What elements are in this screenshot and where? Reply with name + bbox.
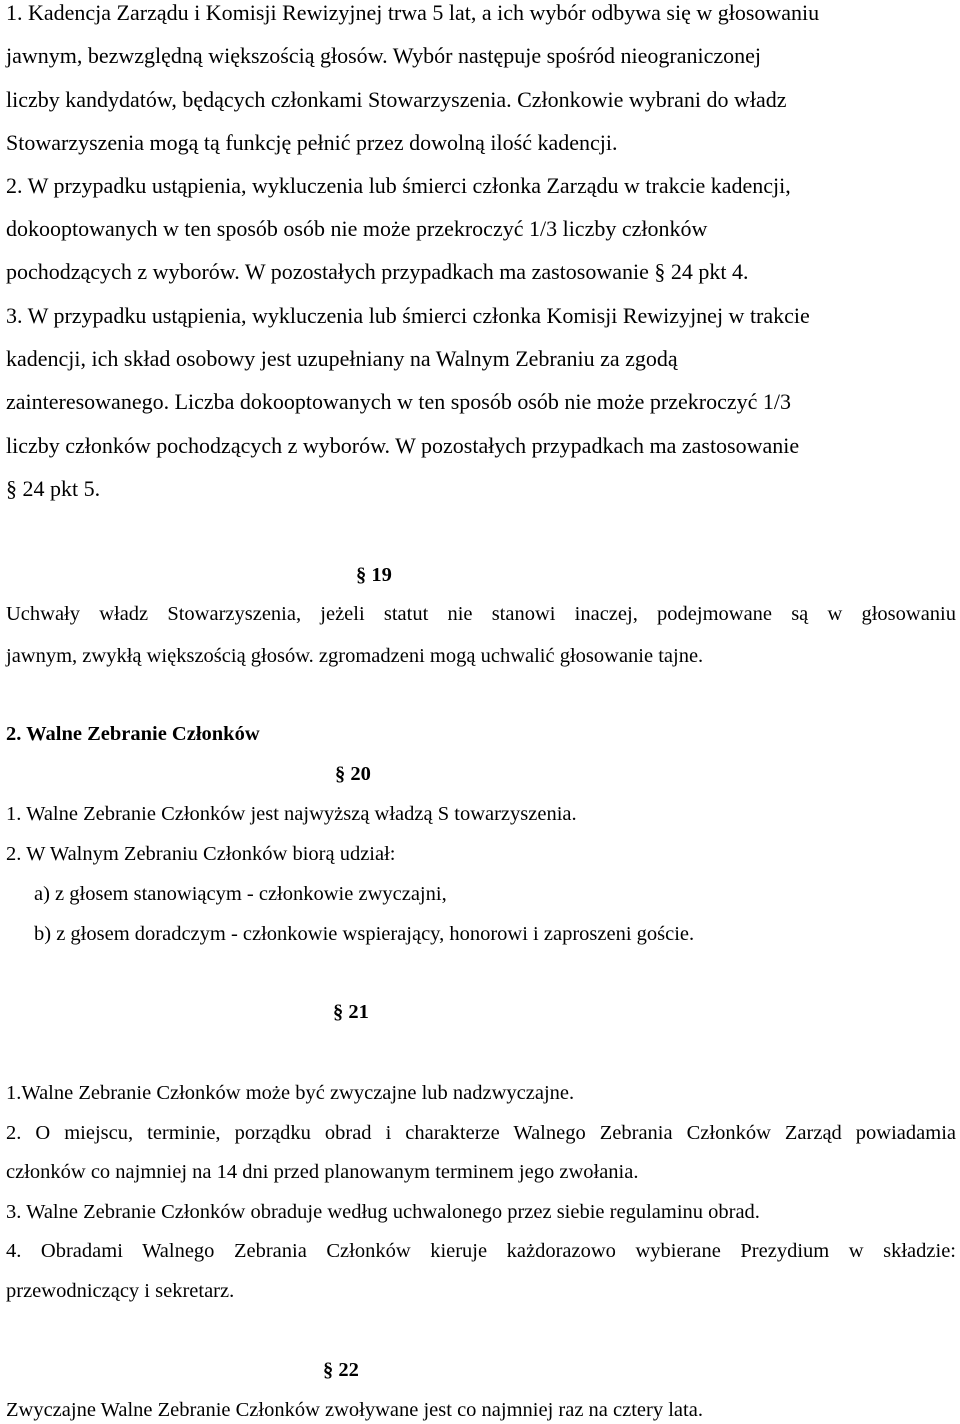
text-line: Stowarzyszenia mogą tą funkcję pełnić przez dowolną ilość kadencji. [6,130,618,155]
text-line: a) z głosem stanowiącym - członkowie zwyczajni, [34,883,447,905]
section-symbol: § [335,763,346,785]
text-line: 2. W przypadku ustąpienia, wykluczenia lub śmierci członka Zarządu w trakcie kadencji, [6,173,791,198]
text-line: Uchwały władz Stowarzyszenia, jeżeli statut nie stanowi inaczej, podejmowane są w głosowaniu [6,603,956,625]
text-line: 2. W Walnym Zebraniu Członków biorą udział: [6,843,396,865]
text-line: jawnym, bezwzględną większością głosów. Wybór następuje spośród nieograniczonej [6,43,762,68]
text-line: 1. Kadencja Zarządu i Komisji Rewizyjnej trwa 5 lat, a ich wybór odbywa się w głosowaniu [6,0,820,25]
section-number: 21 [348,1001,369,1023]
text-line: przewodniczący i sekretarz. [6,1280,235,1302]
text-line: kadencji, ich skład osobowy jest uzupełniany na Walnym Zebraniu za zgodą [6,346,678,371]
text-line: Zwyczajne Walne Zebranie Członków zwoływane jest co najmniej raz na cztery lata. [6,1399,703,1421]
chapter-heading: 2. Walne Zebranie Członków [6,723,260,745]
section-number: 20 [350,763,371,785]
section-heading-19 [356,565,392,586]
section-symbol: § [323,1359,334,1381]
section-number: 22 [338,1359,359,1381]
section-symbol: § [654,259,666,284]
text-line: jawnym, zwykłą większością głosów. zgromadzeni mogą uchwalić głosowanie tajne. [6,645,704,667]
text-line: 4. Obradami Walnego Zebrania Członków kieruje każdorazowo wybierane Prezydium w składzie: [6,1240,956,1262]
text-line: 1.Walne Zebranie Członków może być zwyczajne lub nadzwyczajne. [6,1082,575,1104]
text-line: zainteresowanego. Liczba dokooptowanych w ten sposób osób nie może przekroczyć 1/3 [6,389,792,414]
section-symbol: § [6,476,17,501]
section-number: 19 [371,564,392,586]
text-line: członków co najmniej na 14 dni przed planowanym terminem jego zwołania. [6,1161,639,1183]
text-line: b) z głosem doradczym - członkowie wspierający, honorowi i zaproszeni goście. [34,923,695,945]
text-line: § 24 pkt 5. [6,476,101,501]
text-line: 3. Walne Zebranie Członków obraduje według uchwalonego przez siebie regulaminu obrad. [6,1201,760,1223]
text-line: dokooptowanych w ten sposób osób nie może przekroczyć 1/3 liczby członków [6,216,708,241]
text-line: 2. O miejscu, terminie, porządku obrad i charakterze Walnego Zebrania Członków Zarząd powiadamia [6,1122,956,1144]
section-heading-21 [333,1002,369,1023]
text-line: 3. W przypadku ustąpienia, wykluczenia lub śmierci członka Komisji Rewizyjnej w trakcie [6,303,810,328]
text-line: liczby kandydatów, będących członkami Stowarzyszenia. Członkowie wybrani do władz [6,87,787,112]
section-symbol: § [333,1001,344,1023]
text-line: liczby członków pochodzących z wyborów. W pozostałych przypadkach ma zastosowanie [6,433,800,458]
text-line: 1. Walne Zebranie Członków jest najwyższą władzą S towarzyszenia. [6,803,577,825]
section-symbol: § [356,564,367,586]
text-line: pochodzących z wyborów. W pozostałych przypadkach ma zastosowanie § 24 pkt 4. [6,259,749,284]
section-heading-20 [335,764,371,785]
section-heading-22 [323,1360,359,1381]
